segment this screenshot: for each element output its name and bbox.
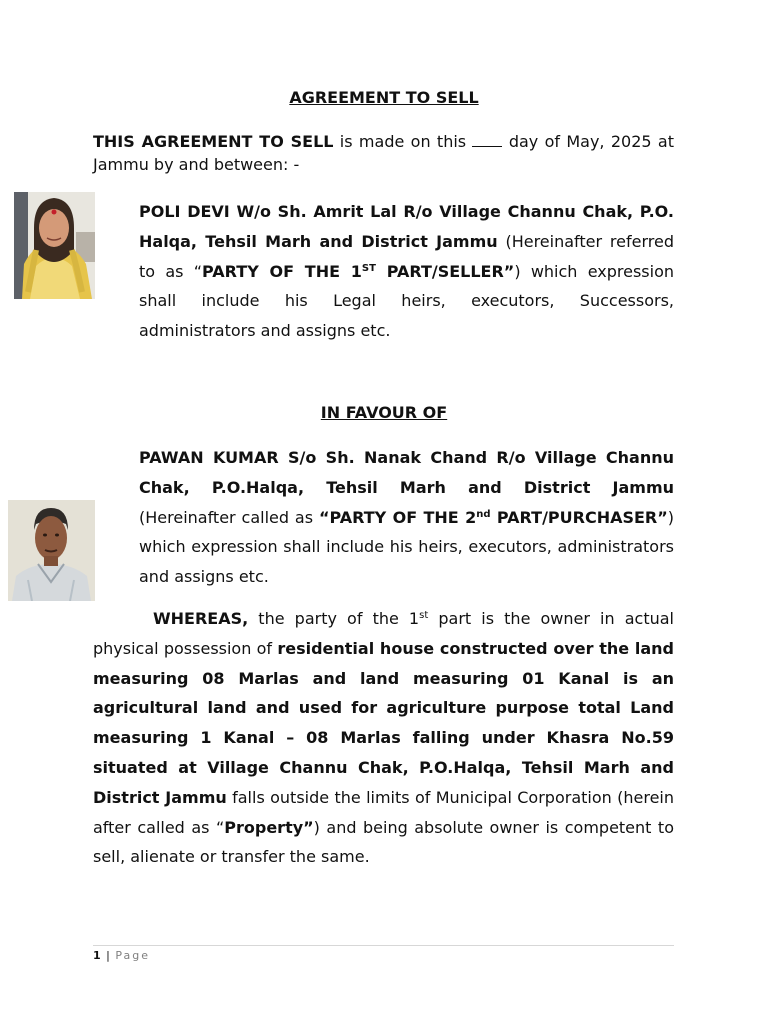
seller-name: POLI DEVI W/o Sh. Amrit Lal R/o Village Channu Chak, P.O. Halqa, Tehsil Marh and District Jammu	[139, 202, 674, 251]
seller-photo	[14, 192, 95, 299]
footer-separator: |	[106, 949, 110, 962]
buyer-text-a: (Hereinafter called as	[139, 507, 319, 527]
seller-text-b: ) which expression shall include his Legal heirs, executors, Successors, administrators and assigns etc.	[139, 261, 674, 341]
buyer-party-sup: nd	[476, 508, 491, 520]
property-term: Property”	[224, 817, 314, 837]
seller-paragraph	[139, 197, 674, 346]
seller-party-sup: ST	[361, 262, 376, 274]
page-footer	[93, 949, 150, 962]
page-title: AGREEMENT TO SELL	[289, 88, 479, 107]
date-blank	[472, 132, 502, 147]
in-favour-heading: IN FAVOUR OF	[320, 403, 448, 422]
whereas-sup: st	[419, 610, 429, 621]
intro-text-a: is made on this	[333, 132, 473, 151]
seller-text-a: (Hereinafter referred to as “	[139, 231, 674, 281]
whereas-paragraph	[93, 604, 674, 872]
intro-text-b: day of May, 2025 at Jammu by and between: -	[93, 132, 675, 174]
seller-party-role: PART/SELLER”	[375, 261, 515, 281]
buyer-party-role: PART/PURCHASER”	[490, 507, 668, 527]
seller-party-label: PARTY OF THE 1	[202, 261, 362, 281]
buyer-name: PAWAN KUMAR S/o Sh. Nanak Chand R/o Village Channu Chak, P.O.Halqa, Tehsil Marh and District Jammu	[139, 448, 674, 497]
buyer-text-b: ) which expression shall include his heirs, executors, administrators and assigns etc.	[139, 507, 675, 587]
whereas-text-b: part is the owner in actual physical possession of	[93, 609, 674, 658]
whereas-lead: WHEREAS,	[153, 609, 249, 628]
intro-lead: THIS AGREEMENT TO SELL	[93, 132, 334, 151]
whereas-text-d: ) and being absolute owner is competent to sell, alienate or transfer the same.	[93, 817, 674, 867]
property-description: residential house constructed over the land measuring 08 Marlas and land measuring 01 Kanal is an agricultural land and used for agriculture purpose total Land measuring 1 Kanal – 08 Marlas falling under Khasra No.59 situated at Village Channu Chak, P.O.Halqa, Tehsil Marh and District Jammu	[93, 638, 675, 807]
footer-divider	[93, 945, 674, 946]
page-label: Page	[115, 949, 151, 962]
whereas-text-c: falls outside the limits of Municipal Corporation (herein after called as “	[93, 787, 675, 837]
whereas-text-a: the party of the 1	[248, 609, 420, 628]
buyer-paragraph	[139, 443, 674, 592]
buyer-party-label: “PARTY OF THE 2	[318, 507, 477, 527]
page-number: 1	[93, 949, 101, 962]
intro-paragraph	[93, 130, 674, 176]
buyer-photo	[8, 500, 95, 601]
